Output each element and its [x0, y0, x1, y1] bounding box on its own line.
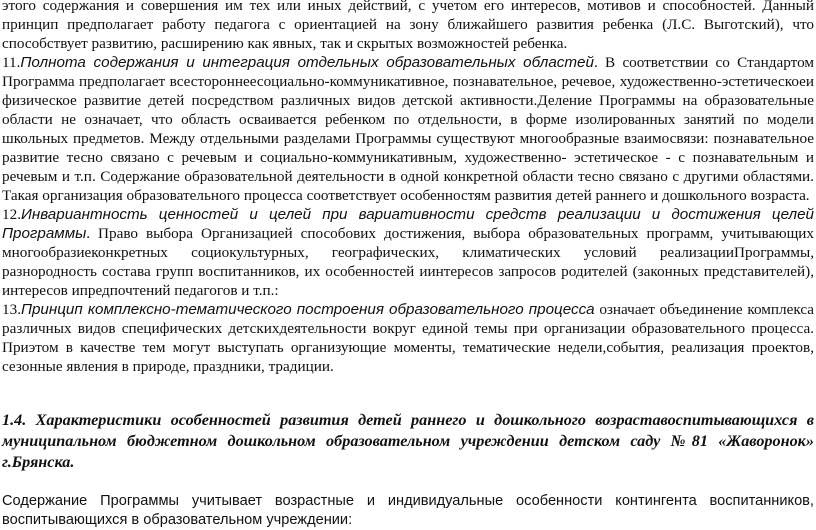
paragraph-principle-12	[2, 205, 814, 300]
paragraph-principle-11	[2, 53, 814, 205]
principle-12-title: Инвариантность ценностей и целей при вариативности средств реализации и достижения целей Программы	[2, 206, 814, 242]
principle-11-number: 11.	[2, 54, 21, 71]
paragraph-principle-13	[2, 300, 814, 376]
section-intro-paragraph: Содержание Программы учитывает возрастные и индивидуальные особенности контингента воспитанников, воспитывающихся в образовательном учреждении:	[2, 493, 814, 528]
principle-11-body: . В соответствии со Стандартом Программа предполагает всестороннеесоциально-коммуникативное, познавательное, речевое, художественно-эстетическоеи физическое развитие детей посредством различных видов детской активности.Деление Программы на образовательные области не означает, что область осваивается ребенком по отдельности, в форме изолированных занятий по модели школьных предметов. Между отдельными разделами Программы существуют многообразные взаимосвязи: познавательное развитие тесно связано с речевым и социально-коммуникативным, художественно- эстетическое - с познавательным и речевым и т.п. Содержание образовательной деятельности в одной конкретной области тесно связано с другими областями. Такая организация образовательного процесса соответствует особенностям развития детей раннего и дошкольного возраста.	[2, 54, 814, 204]
principle-12-body: . Право выбора Организацией способових достижения, выбора образовательных программ, учитывающих многообразиеконкретных социокультурных, географических, климатических условий реализацииПрограммы, разнородность состава групп воспитанников, их особенностей иинтересов запросов родителей (законных представителей), интересов ипредпочтений педагогов и т.п.:	[2, 225, 814, 299]
principle-12-number: 12.	[2, 206, 21, 223]
principle-13-number: 13.	[2, 301, 21, 318]
section-heading: 1.4. Характеристики особенностей развития детей раннего и дошкольного возраставоспитывающихся в муниципальном бюджетном дошкольном образовательном учреждении детском саду №81 «Жаворонок» г.Брянска.	[2, 411, 814, 471]
principle-13-title: Принцип комплексно-тематического построения образовательного процесса	[20, 301, 595, 318]
principle-13-body: означает объединение комплекса различных видов специфических детскихдеятельности вокруг единой темы при организации образовательного процесса. Приэтом в качестве тем могут выступать организующие моменты, тематические недели,события, реализация проектов, сезонные явления в природе, праздники, традиции.	[2, 301, 815, 375]
principle-11-title: Полнота содержания и интеграция отдельных образовательных областей	[20, 54, 594, 71]
paragraph-principle-zone-of-proximal-development: этого содержания и совершения им тех или иных действий, с учетом его интересов, мотивов и способностей. Данный принцип предполагает работу педагога с ориентацией на зону ближайшего развития ребенка (Л.С. Выготский), что способствует развитию, расширению как явных, так и скрытых возможностей ребенка.	[2, 0, 814, 52]
